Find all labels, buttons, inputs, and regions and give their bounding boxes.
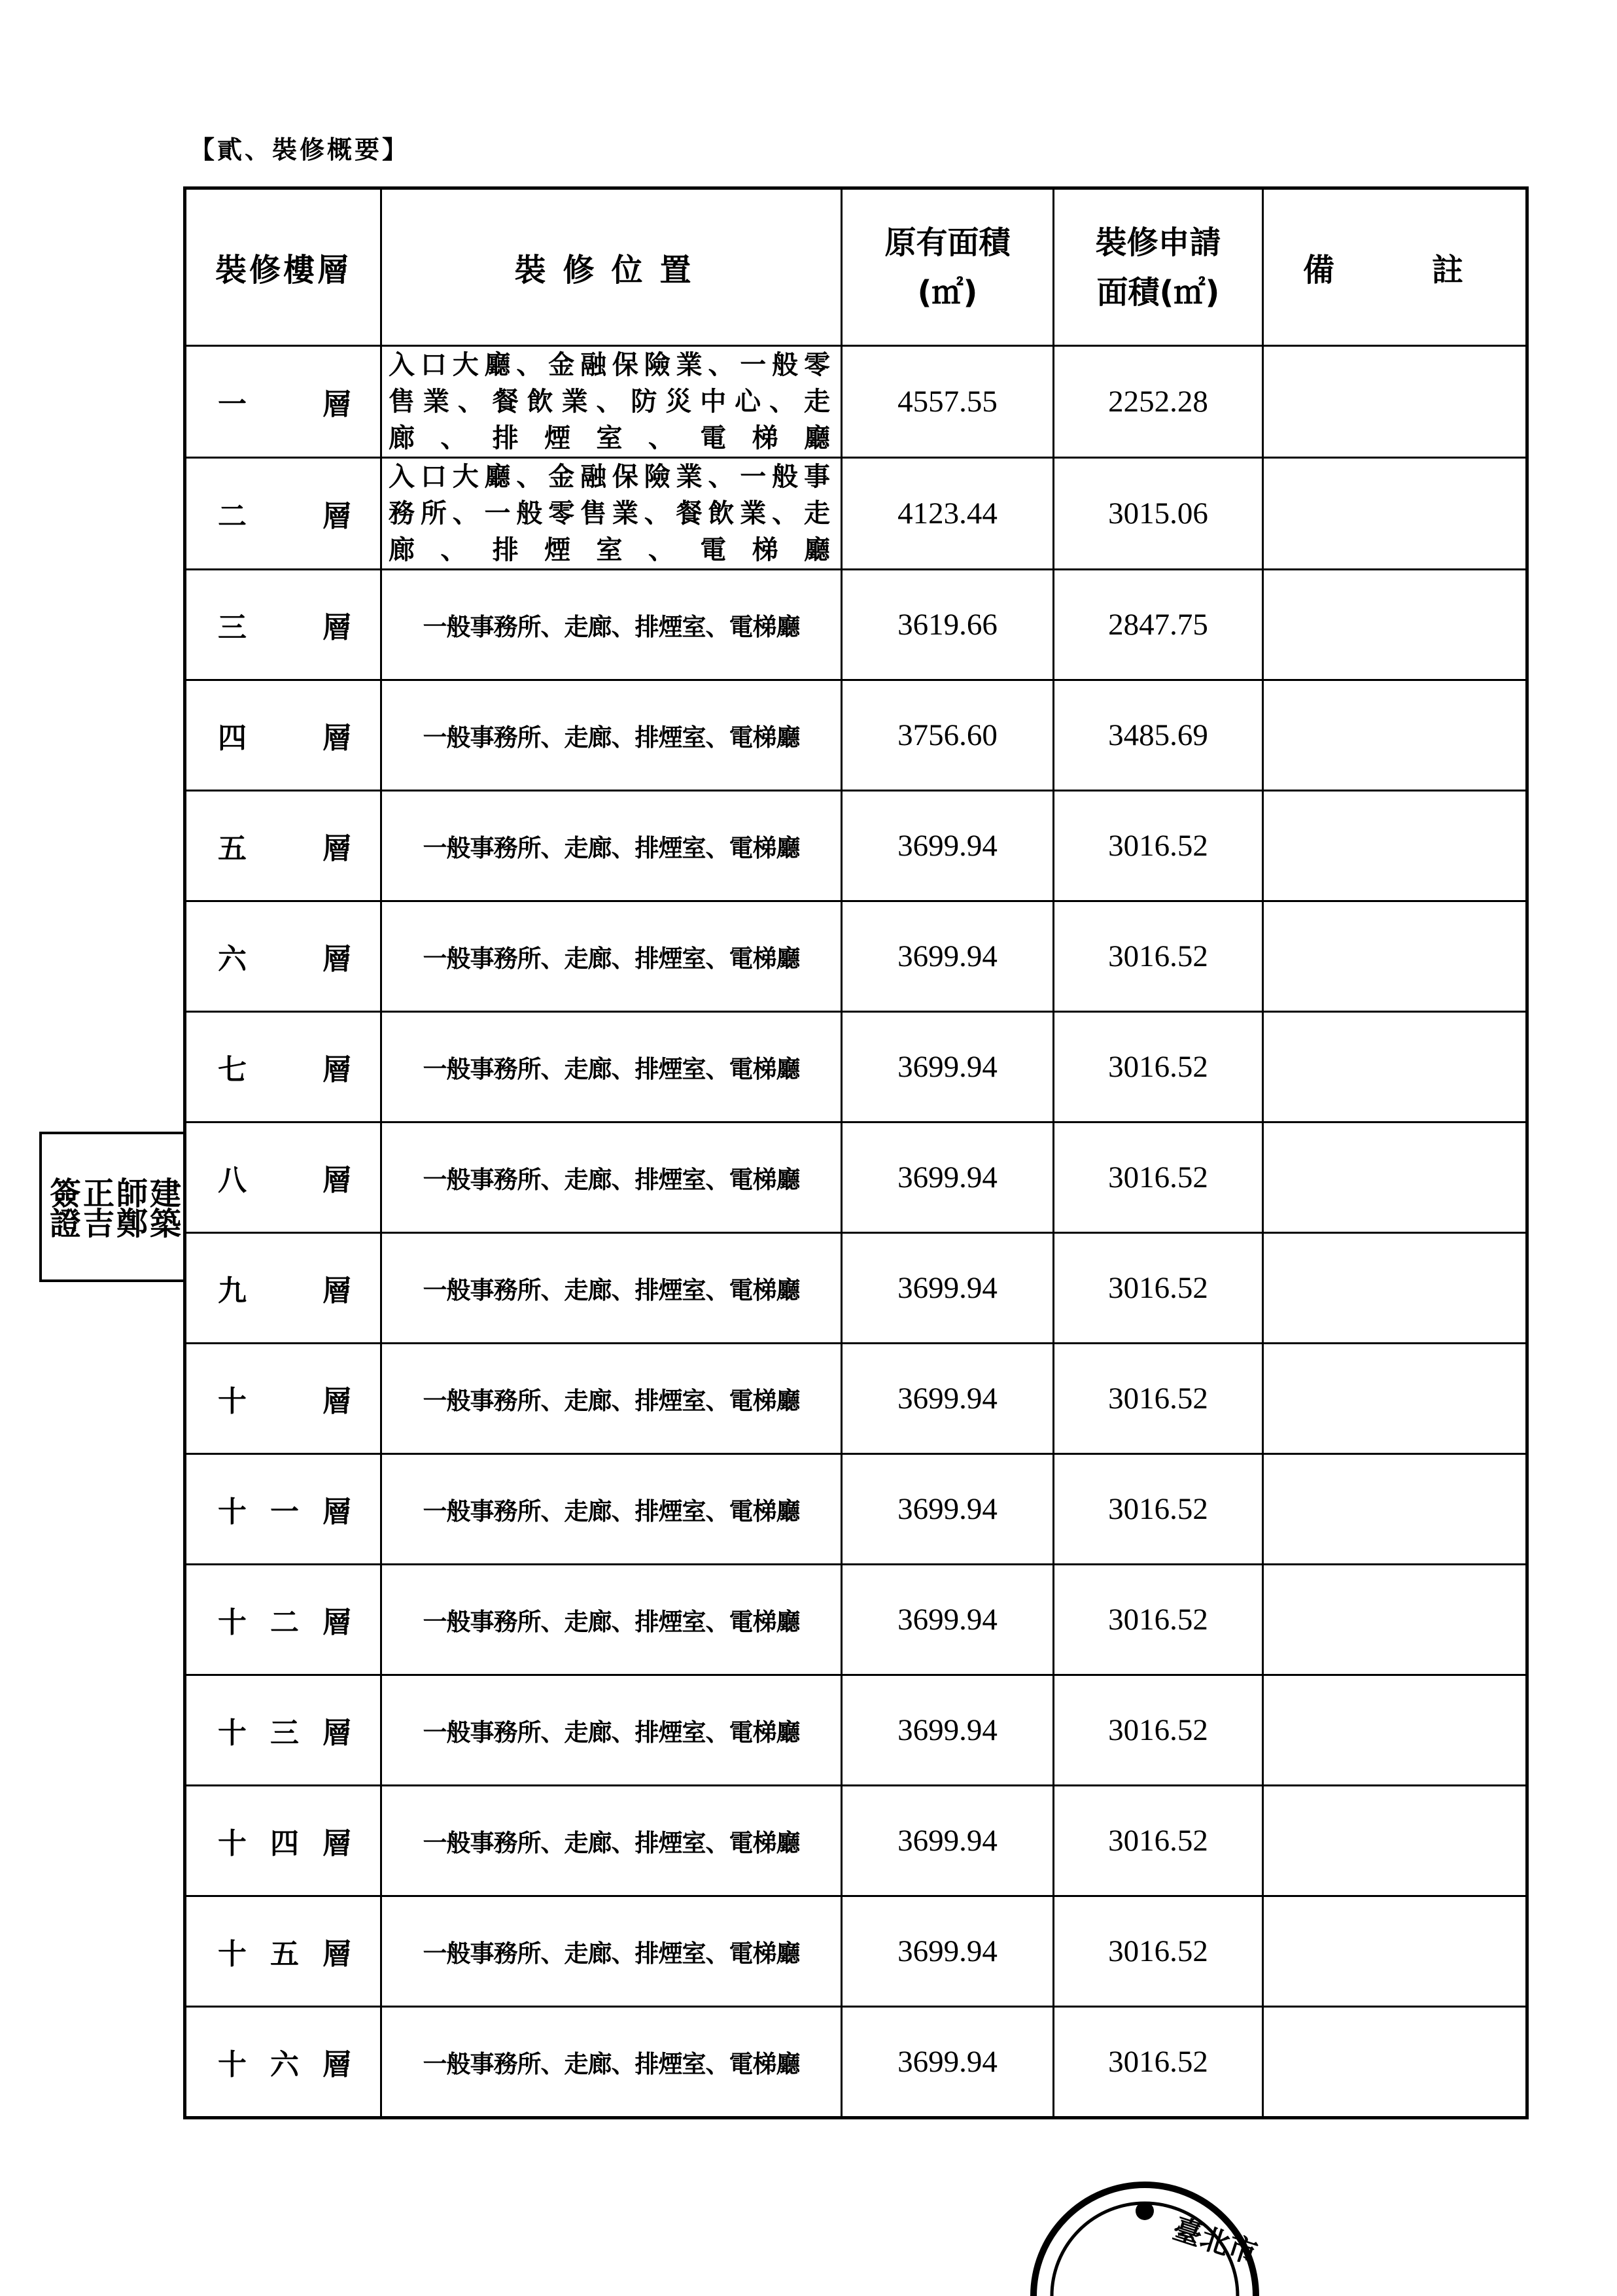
location-cell: 一般事務所、走廊、排煙室、電梯廳: [381, 1344, 842, 1454]
floor-cell: 五 層: [185, 791, 381, 901]
original-area-cell: 3699.94: [842, 1675, 1054, 1786]
original-area-cell: 3699.94: [842, 1233, 1054, 1344]
original-area-cell: 3699.94: [842, 1122, 1054, 1233]
table-row: [185, 1012, 1527, 1122]
note-cell: [1263, 1344, 1527, 1454]
location-cell: 一般事務所、走廊、排煙室、電梯廳: [381, 1454, 842, 1565]
original-area-cell: 3699.94: [842, 1454, 1054, 1565]
seal-text: 臺北市: [1168, 2212, 1261, 2271]
note-cell: [1263, 346, 1527, 458]
applied-area-cell: 3016.52: [1054, 1565, 1263, 1675]
floor-cell: 七 層: [185, 1012, 381, 1122]
note-cell: [1263, 570, 1527, 680]
applied-area-cell: 3016.52: [1054, 1122, 1263, 1233]
floor-cell: 十 一 層: [185, 1454, 381, 1565]
note-cell: [1263, 680, 1527, 791]
table-row: [185, 1896, 1527, 2007]
applied-area-cell: 3016.52: [1054, 1786, 1263, 1896]
applied-area-cell: 3016.52: [1054, 1012, 1263, 1122]
table-row: [185, 1675, 1527, 1786]
note-cell: [1263, 1454, 1527, 1565]
header-applied-area: 裝修申請 面積(㎡): [1054, 188, 1263, 346]
floor-cell: 八 層: [185, 1122, 381, 1233]
floor-cell: 十 六 層: [185, 2007, 381, 2118]
note-cell: [1263, 1786, 1527, 1896]
location-cell: 入口大廳、金融保險業、一般事務所、一般零售業、餐飲業、走廊、排煙室、電梯廳: [381, 458, 842, 570]
applied-area-cell: 3016.52: [1054, 1896, 1263, 2007]
location-cell: 一般事務所、走廊、排煙室、電梯廳: [381, 1012, 842, 1122]
official-seal: [1020, 2165, 1269, 2296]
floor-cell: 九 層: [185, 1233, 381, 1344]
original-area-cell: 4557.55: [842, 346, 1054, 458]
note-cell: [1263, 1233, 1527, 1344]
header-location: 裝修位置: [381, 188, 842, 346]
floor-cell: 十 層: [185, 1344, 381, 1454]
table-row: [185, 1233, 1527, 1344]
table-row: [185, 1454, 1527, 1565]
location-cell: 一般事務所、走廊、排煙室、電梯廳: [381, 1896, 842, 2007]
applied-area-cell: 3016.52: [1054, 1233, 1263, 1344]
note-cell: [1263, 2007, 1527, 2118]
section-title: 【貳、裝修概要】: [190, 135, 410, 164]
original-area-cell: 3699.94: [842, 791, 1054, 901]
applied-area-cell: 3016.52: [1054, 1675, 1263, 1786]
table-header-row: [185, 188, 1527, 346]
location-cell: 一般事務所、走廊、排煙室、電梯廳: [381, 1233, 842, 1344]
table-row: [185, 2007, 1527, 2118]
note-cell: [1263, 1565, 1527, 1675]
applied-area-cell: 3016.52: [1054, 1454, 1263, 1565]
location-cell: 一般事務所、走廊、排煙室、電梯廳: [381, 2007, 842, 2118]
floor-cell: 十 五 層: [185, 1896, 381, 2007]
floor-cell: 十 三 層: [185, 1675, 381, 1786]
location-cell: 一般事務所、走廊、排煙室、電梯廳: [381, 901, 842, 1012]
table-row: [185, 1344, 1527, 1454]
table-row: [185, 1122, 1527, 1233]
note-cell: [1263, 1122, 1527, 1233]
original-area-cell: 3699.94: [842, 1786, 1054, 1896]
location-cell: 一般事務所、走廊、排煙室、電梯廳: [381, 680, 842, 791]
note-cell: [1263, 1012, 1527, 1122]
applied-area-cell: 3015.06: [1054, 458, 1263, 570]
original-area-cell: 3699.94: [842, 1565, 1054, 1675]
original-area-cell: 3699.94: [842, 901, 1054, 1012]
location-cell: 一般事務所、走廊、排煙室、電梯廳: [381, 791, 842, 901]
original-area-cell: 4123.44: [842, 458, 1054, 570]
original-area-cell: 3699.94: [842, 2007, 1054, 2118]
location-cell: 一般事務所、走廊、排煙室、電梯廳: [381, 1786, 842, 1896]
applied-area-cell: 3016.52: [1054, 791, 1263, 901]
floor-cell: 三 層: [185, 570, 381, 680]
location-cell: 一般事務所、走廊、排煙室、電梯廳: [381, 1675, 842, 1786]
table-row: [185, 1786, 1527, 1896]
floor-cell: 十 四 層: [185, 1786, 381, 1896]
applied-area-cell: 3016.52: [1054, 901, 1263, 1012]
table-row: [185, 570, 1527, 680]
header-note: 備 註: [1263, 188, 1527, 346]
location-cell: 一般事務所、走廊、排煙室、電梯廳: [381, 1565, 842, 1675]
original-area-cell: 3619.66: [842, 570, 1054, 680]
applied-area-cell: 3016.52: [1054, 2007, 1263, 2118]
architect-seal: 建築 師鄭 正吉 簽證: [39, 1132, 186, 1282]
note-cell: [1263, 791, 1527, 901]
original-area-cell: 3699.94: [842, 1344, 1054, 1454]
location-cell: 入口大廳、金融保險業、一般零售業、餐飲業、防災中心、走廊、排煙室、電梯廳: [381, 346, 842, 458]
note-cell: [1263, 1675, 1527, 1786]
table-row: [185, 346, 1527, 458]
floor-cell: 四 層: [185, 680, 381, 791]
original-area-cell: 3699.94: [842, 1012, 1054, 1122]
floor-cell: 十 二 層: [185, 1565, 381, 1675]
table-row: [185, 1565, 1527, 1675]
floor-cell: 六 層: [185, 901, 381, 1012]
header-original-area: 原有面積 (㎡): [842, 188, 1054, 346]
note-cell: [1263, 458, 1527, 570]
original-area-cell: 3756.60: [842, 680, 1054, 791]
applied-area-cell: 3485.69: [1054, 680, 1263, 791]
note-cell: [1263, 901, 1527, 1012]
floor-cell: 一 層: [185, 346, 381, 458]
applied-area-cell: 2847.75: [1054, 570, 1263, 680]
table-row: [185, 901, 1527, 1012]
header-floor: 裝修樓層: [185, 188, 381, 346]
renovation-summary-table: [183, 186, 1529, 2119]
note-cell: [1263, 1896, 1527, 2007]
table-row: [185, 791, 1527, 901]
location-cell: 一般事務所、走廊、排煙室、電梯廳: [381, 570, 842, 680]
applied-area-cell: 3016.52: [1054, 1344, 1263, 1454]
table-row: [185, 680, 1527, 791]
floor-cell: 二 層: [185, 458, 381, 570]
applied-area-cell: 2252.28: [1054, 346, 1263, 458]
location-cell: 一般事務所、走廊、排煙室、電梯廳: [381, 1122, 842, 1233]
table-row: [185, 458, 1527, 570]
original-area-cell: 3699.94: [842, 1896, 1054, 2007]
